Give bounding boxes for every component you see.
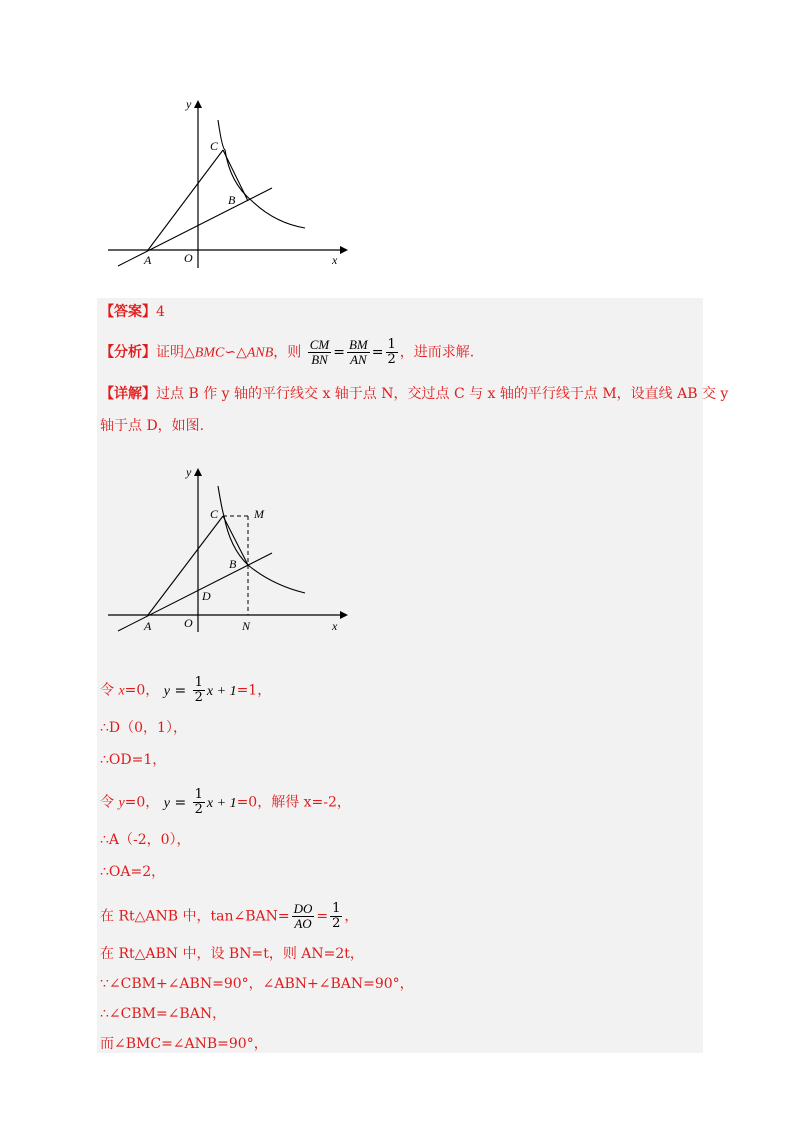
similar-symbol: ∽△ bbox=[224, 344, 247, 361]
fraction-one-half bbox=[330, 902, 342, 931]
label-y: y bbox=[186, 97, 192, 111]
frac-num: 1 bbox=[332, 901, 341, 916]
detail-line-1 bbox=[100, 384, 728, 404]
frac-den: AN bbox=[350, 352, 367, 367]
hyperbola-curve bbox=[218, 486, 305, 593]
frac-den: 2 bbox=[387, 352, 396, 367]
linear-expression bbox=[163, 787, 237, 817]
step-text: ∴∠CBM=∠BAN， bbox=[100, 1006, 227, 1022]
answer-value: 4 bbox=[156, 304, 165, 320]
segment-ac bbox=[148, 150, 223, 250]
frac-den: BN bbox=[311, 352, 328, 367]
step-text: ∴OA=2， bbox=[100, 864, 166, 880]
analysis-tag: 【分析】 bbox=[100, 344, 156, 361]
detail-text-2: 轴于点 D，如图. bbox=[100, 418, 205, 434]
segment-cb bbox=[223, 150, 248, 201]
fraction-one-half bbox=[193, 788, 205, 817]
step-8 bbox=[100, 944, 364, 964]
line-ab bbox=[118, 188, 272, 266]
analysis-line bbox=[100, 338, 474, 367]
step-text: =0， bbox=[124, 682, 160, 699]
triangle-anb: ANB bbox=[246, 345, 274, 361]
equals-sign: = bbox=[174, 682, 187, 699]
frac-num: BM bbox=[348, 337, 368, 352]
frac-num: 1 bbox=[194, 675, 203, 690]
label-b: B bbox=[228, 193, 236, 207]
expression-tail: x + 1 bbox=[206, 795, 237, 811]
frac-den: 2 bbox=[194, 802, 203, 817]
step-text: =0，解得 x=-2， bbox=[236, 794, 351, 811]
fraction-cm-bn bbox=[308, 338, 332, 367]
label-m: M bbox=[254, 507, 264, 521]
step-3 bbox=[100, 750, 166, 770]
label-a: A bbox=[144, 619, 152, 633]
frac-den: AO bbox=[294, 916, 312, 931]
figure-2 bbox=[100, 460, 360, 640]
step-2 bbox=[100, 718, 187, 738]
step-text: 而∠BMC=∠ANB=90°， bbox=[100, 1036, 268, 1052]
step-text: 令 bbox=[100, 682, 119, 699]
label-a: A bbox=[144, 253, 152, 267]
label-n: N bbox=[242, 619, 251, 633]
step-1 bbox=[100, 676, 271, 705]
label-c: C bbox=[210, 139, 219, 153]
detail-tag: 【详解】 bbox=[100, 386, 156, 402]
step-text: 在 Rt△ANB 中，tan∠BAN= bbox=[100, 908, 290, 925]
answer-tag: 【答案】 bbox=[100, 304, 156, 320]
step-text: ∴OD=1， bbox=[100, 752, 167, 768]
variable-y: y bbox=[163, 683, 170, 699]
frac-num: 1 bbox=[387, 337, 396, 352]
fraction-one-half bbox=[386, 338, 398, 367]
step-text: ， bbox=[344, 908, 359, 925]
step-5 bbox=[100, 830, 191, 850]
x-axis-arrow bbox=[340, 611, 348, 619]
figure-1 bbox=[100, 88, 360, 278]
frac-den: 2 bbox=[332, 916, 341, 931]
step-7 bbox=[100, 902, 358, 931]
step-text: =0， bbox=[124, 794, 160, 811]
equals-sign: = bbox=[174, 794, 187, 811]
step-text: 令 bbox=[100, 794, 119, 811]
x-axis-arrow bbox=[340, 246, 348, 254]
detail-line-2 bbox=[100, 416, 204, 436]
label-y: y bbox=[186, 465, 192, 479]
step-text: 在 Rt△ABN 中，设 BN=t，则 AN=2t， bbox=[100, 946, 364, 962]
label-o: O bbox=[184, 616, 193, 630]
step-text: ∵∠CBM+∠ABN=90°，∠ABN+∠BAN=90°， bbox=[100, 976, 414, 992]
fraction-one-half bbox=[193, 676, 205, 705]
triangle-bmc: BMC bbox=[194, 345, 225, 361]
segment-ac bbox=[148, 516, 223, 615]
label-x: x bbox=[332, 253, 338, 267]
step-4 bbox=[100, 788, 351, 817]
variable-y: y bbox=[118, 795, 125, 811]
label-b: B bbox=[229, 557, 237, 571]
frac-num: DO bbox=[293, 901, 313, 916]
step-text: =1， bbox=[236, 682, 272, 699]
label-o: O bbox=[184, 251, 193, 265]
analysis-text-3: ，进而求解. bbox=[399, 344, 475, 361]
step-9 bbox=[100, 974, 414, 994]
label-c: C bbox=[210, 507, 219, 521]
step-text: ∴D（0，1）， bbox=[100, 720, 187, 736]
equals-sign: = bbox=[371, 344, 384, 361]
expression-tail: x + 1 bbox=[206, 683, 237, 699]
frac-num: 1 bbox=[194, 787, 203, 802]
fraction-bm-an bbox=[347, 338, 370, 367]
answer-line bbox=[100, 302, 165, 322]
analysis-text-2: ，则 bbox=[273, 344, 302, 361]
step-6 bbox=[100, 862, 165, 882]
analysis-text-1: 证明△ bbox=[156, 344, 195, 361]
y-axis-arrow bbox=[194, 468, 202, 476]
hyperbola-curve bbox=[218, 120, 305, 228]
step-11 bbox=[100, 1034, 268, 1054]
fraction-do-ao bbox=[292, 902, 315, 931]
y-axis-arrow bbox=[194, 100, 202, 108]
variable-x: x bbox=[118, 683, 125, 699]
detail-text-1: 过点 B 作 y 轴的平行线交 x 轴于点 N，交过点 C 与 x 轴的平行线于点 M，设直线 AB 交 y bbox=[156, 386, 729, 402]
frac-num: CM bbox=[309, 337, 330, 352]
equals-sign: = bbox=[316, 908, 329, 925]
variable-y: y bbox=[163, 795, 170, 811]
frac-den: 2 bbox=[194, 690, 203, 705]
label-x: x bbox=[332, 619, 338, 633]
step-10 bbox=[100, 1004, 226, 1024]
label-d: D bbox=[202, 589, 211, 603]
step-text: ∴A（-2，0）， bbox=[100, 832, 191, 848]
equals-sign: = bbox=[333, 344, 345, 361]
linear-expression bbox=[163, 675, 237, 705]
